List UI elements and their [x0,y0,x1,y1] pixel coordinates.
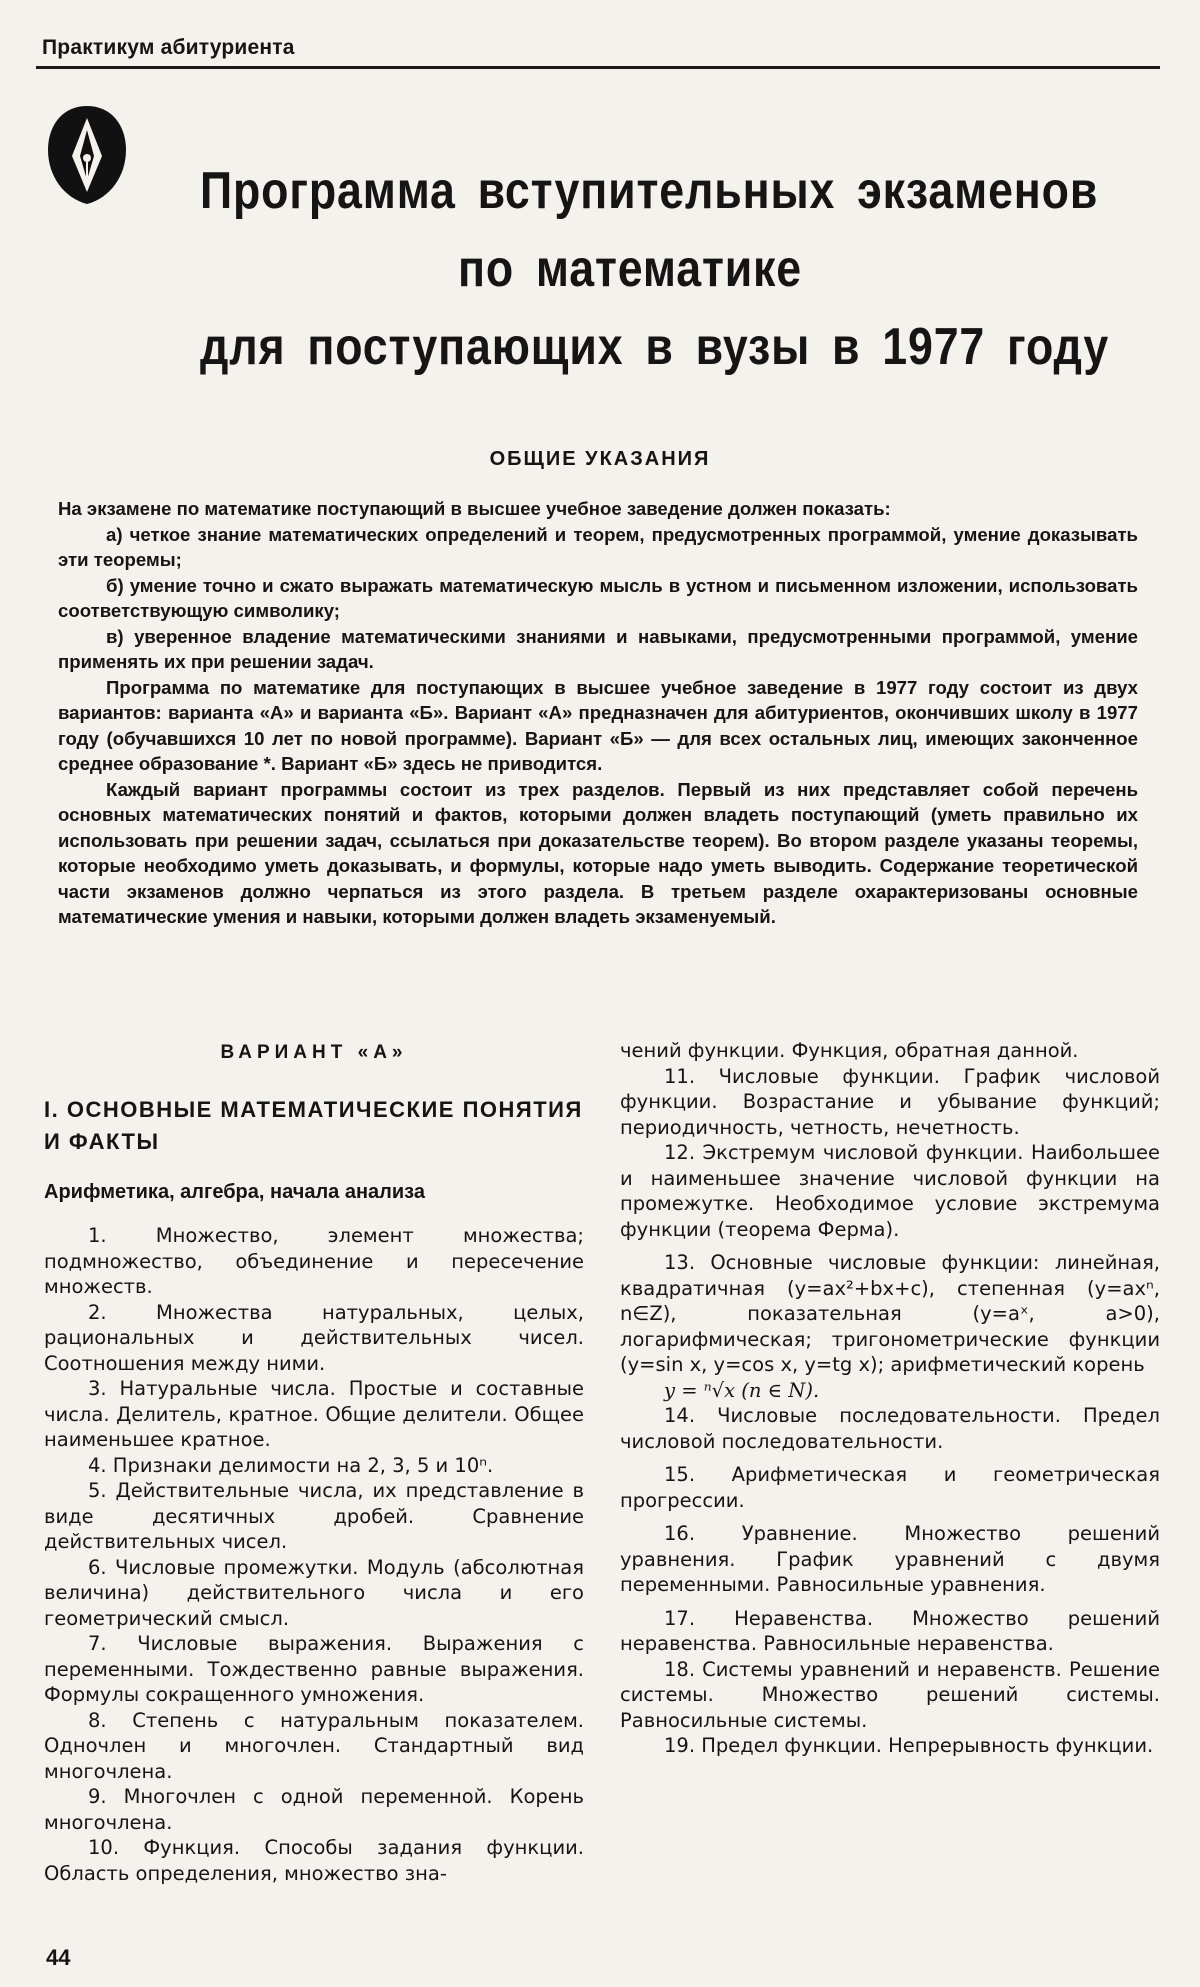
page-title [200,152,1110,386]
intro-paragraph: б) умение точно и сжато выражать математическую мысль в устном и письменном изложении, использовать соответствующую символику; [58,574,1138,621]
list-item: 13. Основные числовые функции: линейная, квадратичная (y=ax²+bx+c), степенная (y=axⁿ, n∈Z), показательная (y=aˣ, a>0), логарифмическая; тригонометрические функции (y=sin x, y=cos x, y=tg x); арифметический корень [620,1251,1160,1376]
general-instructions-text [58,496,1138,930]
root-formula: y = ⁿ√x (n ∈ N). [664,1378,820,1402]
list-item: 12. Экстремум числовой функции. Наибольшее и наименьшее значение числовой функции на промежутке. Необходимое условие экстремума функции (теорема Ферма). [620,1141,1160,1241]
variant-heading: ВАРИАНТ «А» [220,1042,408,1063]
intro-paragraph: Каждый вариант программы состоит из трех разделов. Первый из них представляет собой перечень основных математических понятий и фактов, которыми должен владеть поступающий (уметь правильно их использовать при решении задач, ссылаться при доказательстве теорем). Во втором разделе указаны теоремы, которые необходимо уметь доказывать, и формулы, которые надо уметь выводить. Содержание теоретической части экзаменов должно черпаться из этого раздела. В третьем разделе охарактеризованы основные математические умения и навыки, которыми должен владеть экзаменуемый. [58,778,1138,927]
list-item: 17. Неравенства. Множество решений неравенства. Равносильные неравенства. [620,1606,1160,1655]
list-item: 6. Числовые промежутки. Модуль (абсолютная величина) действительного числа и его геометрический смысл. [44,1555,584,1630]
list-item-continuation: чений функции. Функция, обратная данной. [620,1039,1079,1062]
list-item: 18. Системы уравнений и неравенств. Решение системы. Множество решений системы. Равносильные системы. [620,1657,1160,1732]
intro-paragraph: На экзамене по математике поступающий в высшее учебное заведение должен показать: [58,498,891,519]
list-item: 4. Признаки делимости на 2, 3, 5 и 10ⁿ. [88,1453,494,1477]
list-item: 14. Числовые последовательности. Предел числовой последовательности. [620,1404,1160,1453]
page-number: 44 [46,1945,71,1970]
title-line-2: по математике [457,240,803,298]
list-item: 11. Числовые функции. График числовой функции. Возрастание и убывание функций; периодичность, четность, нечетность. [620,1064,1160,1139]
list-item: 7. Числовые выражения. Выражения с переменными. Тождественно равные выражения. Формулы сокращенного умножения. [44,1632,584,1706]
list-item: 10. Функция. Способы задания функции. Область определения, множество зна- [44,1836,584,1885]
intro-paragraph: Программа по математике для поступающих в высшее учебное заведение в 1977 году состоит из двух вариантов: варианта «А» и варианта «Б». Вариант «А» предназначен для абитуриентов, окончивших школу в 1977 году (обучавшихся 10 лет по новой программе). Вариант «Б» — для всех остальных лиц, имеющих законченное среднее образование *. Вариант «Б» здесь не приводится. [58,676,1138,774]
subsection-heading: Арифметика, алгебра, начала анализа [44,1180,425,1203]
header-rule [36,66,1160,69]
list-item: 16. Уравнение. Множество решений уравнения. График уравнений с двумя переменными. Равносильные уравнения. [620,1522,1160,1596]
list-item: 3. Натуральные числа. Простые и составные числа. Делитель, кратное. Общие делители. Общее наименьшее кратное. [44,1377,584,1451]
fountain-pen-nib-logo-icon [42,100,132,210]
section-header-label: Практикум абитуриента [42,36,295,59]
list-item: 5. Действительные числа, их представление в виде десятичных дробей. Сравнение действительных чисел. [44,1479,584,1553]
section-heading: I. ОСНОВНЫЕ МАТЕМАТИЧЕСКИЕ ПОНЯТИЯ И ФАКТЫ [44,1096,583,1154]
intro-paragraph: в) уверенное владение математическими знаниями и навыками, предусмотренными программой, умение применять их при решении задач. [58,625,1138,672]
list-item: 2. Множества натуральных, целых, рациональных и действительных чисел. Соотношения между ними. [44,1300,584,1375]
list-item: 8. Степень с натуральным показателем. Одночлен и многочлен. Стандартный вид многочлена. [44,1708,584,1783]
list-item: 19. Предел функции. Непрерывность функции. [664,1734,1154,1757]
title-line-1: Программа вступительных экзаменов [200,162,1099,220]
left-column [44,1040,584,1886]
title-line-3: для поступающих в вузы в 1977 году [200,318,1110,376]
general-instructions-heading: ОБЩИЕ УКАЗАНИЯ [489,448,711,470]
right-column [620,1038,1160,1759]
list-item: 15. Арифметическая и геометрическая прогрессии. [620,1463,1160,1512]
list-item: 1. Множество, элемент множества; подмножество, объединение и пересечение множеств. [44,1224,584,1298]
intro-paragraph: а) четкое знание математических определений и теорем, предусмотренных программой, умение доказывать эти теоремы; [58,523,1138,570]
list-item: 9. Многочлен с одной переменной. Корень многочлена. [44,1785,584,1834]
